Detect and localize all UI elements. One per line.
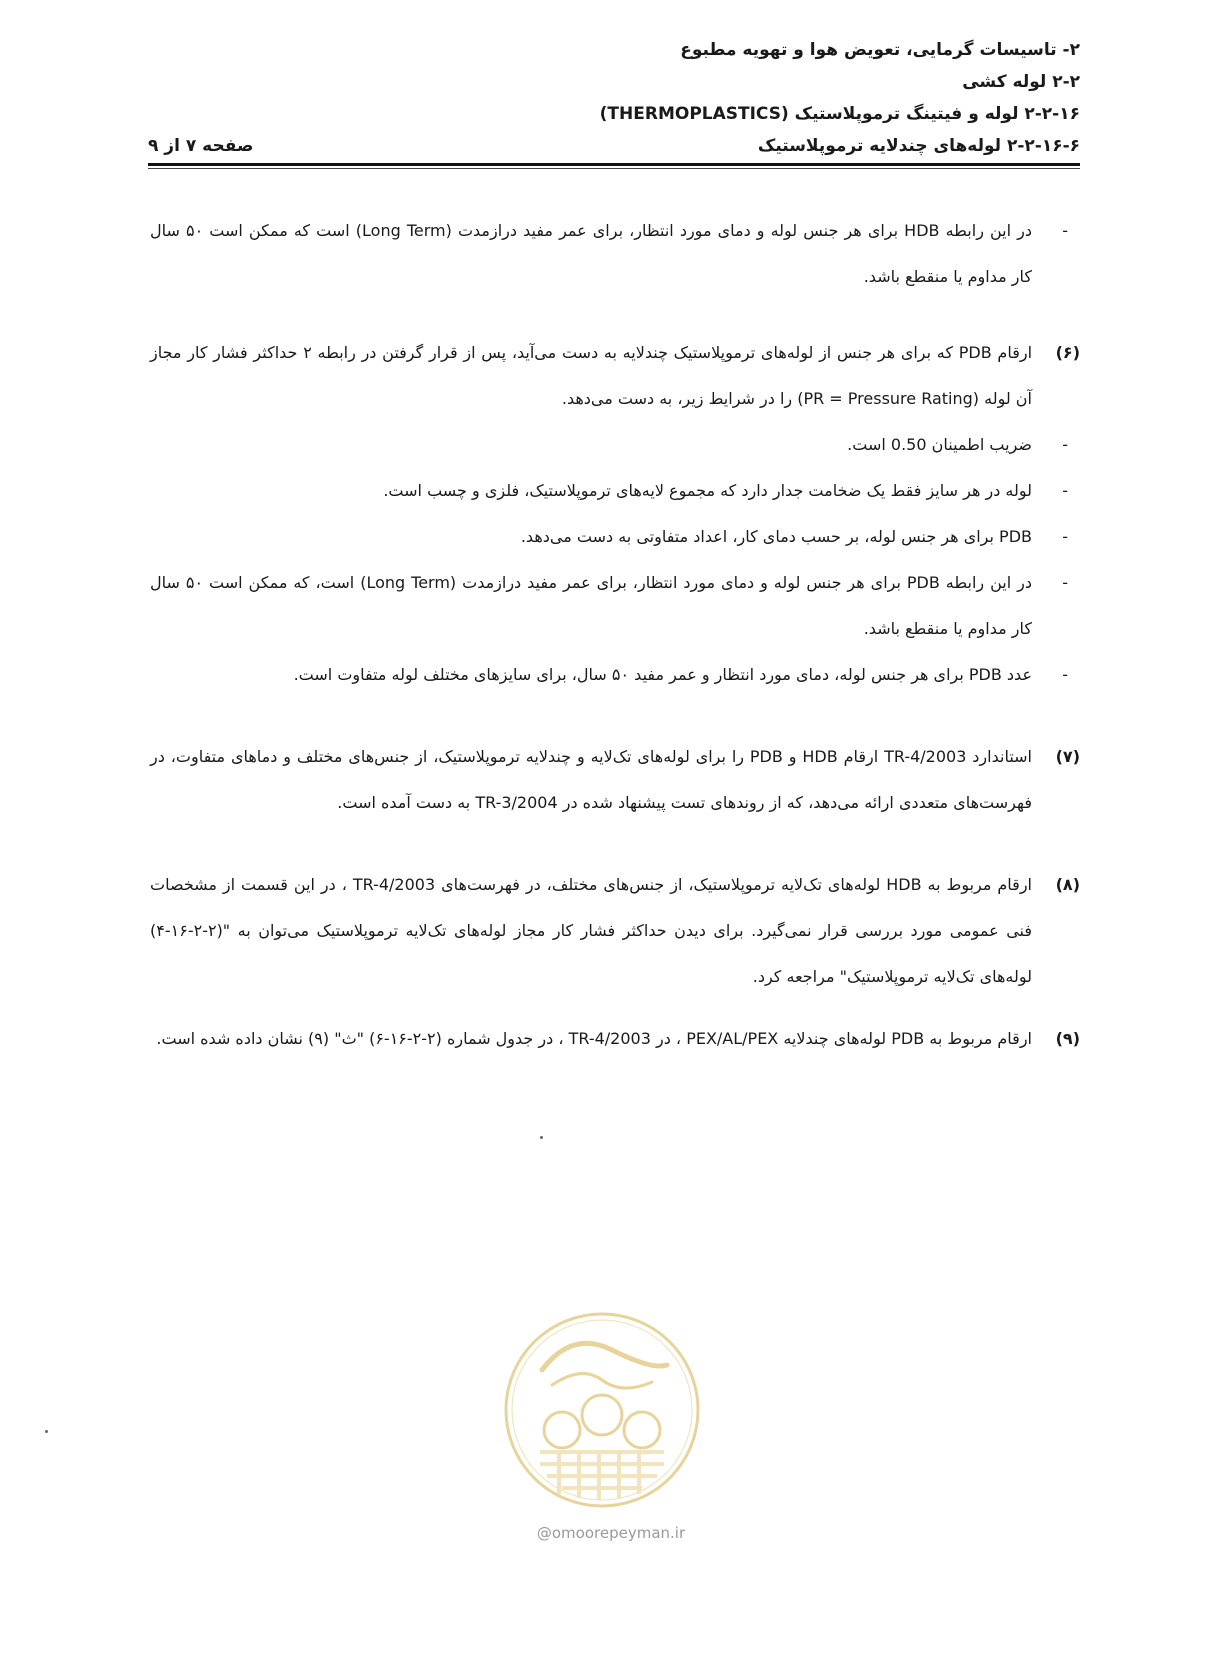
header-section-title: ۲- تاسیسات گرمایی، تعویض هوا و تهویه مطبوع (680, 40, 1080, 60)
scan-speck (540, 1136, 543, 1139)
dash-bullet: - (1062, 665, 1068, 684)
dash-bullet: - (1062, 435, 1068, 454)
watermark-url: @omoorepeyman.ir (536, 1524, 686, 1542)
header-rule (148, 163, 1080, 166)
header-chapter-title: ۲-۲-۱۶ لوله و فیتینگ ترموپلاستیک (THERMOPLASTICS) (599, 104, 1080, 124)
paragraph-6 (150, 330, 1080, 422)
paragraph-text: ارقام مربوط به PDB لوله‌های چندلایه PEX/AL/PEX ، در TR-4/2003 ، در جدول شماره (۲-۲-۱۶-۶) "ث" (۹) نشان داده شده است. (156, 1029, 1032, 1048)
list-item (150, 422, 1080, 468)
dash-bullet: - (1062, 527, 1068, 546)
list-item-text: عدد PDB برای هر جنس لوله، دمای مورد انتظار و عمر مفید ۵۰ سال، برای سایزهای مختلف لوله متفاوت است. (293, 665, 1032, 684)
paragraph-number: (۹) (1055, 1029, 1080, 1048)
list-item-text: در این رابطه PDB برای هر جنس لوله و دمای مورد انتظار، برای عمر مفید درازمدت (Long Term) است، که ممکن است ۵۰ سال کار مداوم یا منقطع باشد. (150, 573, 1032, 638)
page-number: صفحه ۷ از ۹ (148, 136, 254, 156)
list-item (150, 514, 1080, 560)
paragraph-9 (150, 1016, 1080, 1062)
paragraph-number: (۶) (1055, 343, 1080, 362)
paragraph-7 (150, 734, 1080, 826)
header-rule-thin (148, 168, 1080, 169)
dash-bullet: - (1062, 481, 1068, 500)
dash-bullet: - (1062, 573, 1068, 592)
list-item (150, 208, 1080, 300)
list-item (150, 652, 1080, 698)
document-body (150, 208, 1080, 1062)
list-item (150, 560, 1080, 652)
scan-speck (45, 1430, 48, 1433)
watermark-logo (502, 1310, 702, 1510)
list-item-text: PDB برای هر جنس لوله، بر حسب دمای کار، اعداد متفاوتی به دست می‌دهد. (520, 527, 1032, 546)
dash-bullet: - (1062, 221, 1068, 240)
paragraph-text: ارقام PDB که برای هر جنس از لوله‌های ترموپلاستیک چندلایه به دست می‌آید، پس از قرار گرفتن در رابطه ۲ حداکثر فشار کار مجاز آن لوله (PR = Pressure Rating) را در شرایط زیر، به دست می‌دهد. (150, 343, 1033, 408)
page-header (148, 34, 1080, 162)
header-subsection-title: ۲-۲ لوله کشی (962, 72, 1080, 92)
paragraph-number: (۷) (1055, 747, 1080, 766)
list-item-text: ضریب اطمینان 0.50 است. (847, 435, 1032, 454)
paragraph-8 (150, 862, 1080, 1000)
paragraph-text: ارقام مربوط به HDB لوله‌های تک‌لایه ترموپلاستیک، از جنس‌های مختلف، در فهرست‌های TR-4/2003 ، در این قسمت از مشخصات فنی عمومی مورد بررسی قرار نمی‌گیرد. برای دیدن حداکثر فشار کار مجاز لوله‌های تک‌لایه ترموپلاستیک می‌توان به "(۲-۲-۱۶-۴) لوله‌های تک‌لایه ترموپلاستیک" مراجعه کرد. (150, 875, 1032, 986)
header-topic-row (148, 130, 1080, 162)
paragraph-text: استاندارد TR-4/2003 ارقام HDB و PDB را برای لوله‌های تک‌لایه و چندلایه ترموپلاستیک، از جنس‌های مختلف و دماهای متفاوت، در فهرست‌های متعددی ارائه می‌دهد، که از روندهای تست پیشنهاد شده در TR-3/2004 به دست آمده است. (150, 747, 1032, 812)
list-item-text: لوله در هر سایز فقط یک ضخامت جدار دارد که مجموع لایه‌های ترموپلاستیک، فلزی و چسب است. (383, 481, 1032, 500)
paragraph-number: (۸) (1055, 875, 1080, 894)
header-topic-title: ۲-۲-۱۶-۶ لوله‌های چندلایه ترموپلاستیک (757, 136, 1080, 156)
list-item-text: در این رابطه HDB برای هر جنس لوله و دمای مورد انتظار، برای عمر مفید درازمدت (Long Term) است که ممکن است ۵۰ سال کار مداوم یا منقطع باشد. (150, 221, 1033, 286)
list-item (150, 468, 1080, 514)
